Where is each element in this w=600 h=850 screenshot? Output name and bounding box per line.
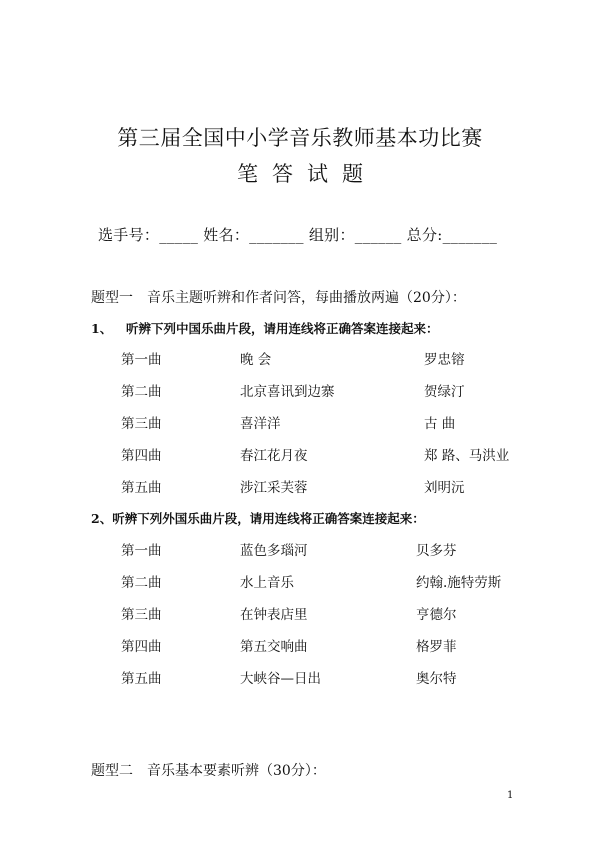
q1-track-4: 第四曲 xyxy=(121,448,162,464)
q1-track-2: 第二曲 xyxy=(121,384,162,400)
q2-composer-3[interactable]: 亨德尔 xyxy=(416,607,457,623)
q2-composer-1[interactable]: 贝多芬 xyxy=(416,543,457,559)
name-field[interactable]: 姓名：_______ xyxy=(203,226,304,244)
question-1-text: 听辨下列中国乐曲片段，请用连线将正确答案连接起来： xyxy=(126,321,439,336)
q2-track-5: 第五曲 xyxy=(121,671,162,687)
q1-title-2[interactable]: 北京喜讯到边寨 xyxy=(240,384,335,400)
question-2-number: 2、 xyxy=(91,511,113,526)
question-2-text: 听辨下列外国乐曲片段，请用连线将正确答案连接起来： xyxy=(112,511,425,526)
q2-composer-4[interactable]: 格罗菲 xyxy=(416,639,457,655)
question-1-number: 1、 xyxy=(91,321,113,336)
group-field[interactable]: 组别：______ xyxy=(308,226,402,244)
q1-composer-3[interactable]: 古 曲 xyxy=(424,416,456,432)
q2-title-4[interactable]: 第五交响曲 xyxy=(240,639,308,655)
q2-track-4: 第四曲 xyxy=(121,639,162,655)
q2-track-1: 第一曲 xyxy=(121,543,162,559)
page-number: 1 xyxy=(507,790,514,801)
q2-title-2[interactable]: 水上音乐 xyxy=(240,575,294,591)
q1-composer-4[interactable]: 郑 路、马洪业 xyxy=(424,448,510,464)
q1-track-3: 第三曲 xyxy=(121,416,162,432)
q2-title-3[interactable]: 在钟表店里 xyxy=(240,607,308,623)
page-subtitle: 笔答试题 xyxy=(237,162,377,186)
q2-title-1[interactable]: 蓝色多瑙河 xyxy=(240,543,308,559)
q2-composer-5[interactable]: 奥尔特 xyxy=(416,671,457,687)
question-2-instruction xyxy=(91,509,425,527)
q1-composer-1[interactable]: 罗忠镕 xyxy=(424,352,465,368)
question-1-instruction xyxy=(91,319,439,337)
total-score-field[interactable]: 总分:_______ xyxy=(406,226,498,244)
q1-composer-2[interactable]: 贺绿汀 xyxy=(424,384,465,400)
q2-composer-2[interactable]: 约翰.施特劳斯 xyxy=(416,575,502,591)
q1-track-1: 第一曲 xyxy=(121,352,162,368)
q2-title-5[interactable]: 大峡谷—日出 xyxy=(240,671,321,687)
section-2-heading: 题型二 音乐基本要素听辨（30分）： xyxy=(91,763,326,779)
q2-track-3: 第三曲 xyxy=(121,607,162,623)
contestant-number-field[interactable]: 选手号：_____ xyxy=(98,226,199,244)
q1-title-3[interactable]: 喜洋洋 xyxy=(240,416,281,432)
page-title: 第三届全国中小学音乐教师基本功比赛 xyxy=(117,126,483,150)
q1-title-4[interactable]: 春江花月夜 xyxy=(240,448,308,464)
section-1-heading: 题型一 音乐主题听辨和作者问答，每曲播放两遍（20分）： xyxy=(91,290,466,306)
q1-track-5: 第五曲 xyxy=(121,480,162,496)
contestant-info-line xyxy=(98,224,497,245)
q1-title-5[interactable]: 涉江采芙蓉 xyxy=(240,480,308,496)
q1-composer-5[interactable]: 刘明沅 xyxy=(424,480,465,496)
q1-title-1[interactable]: 晚 会 xyxy=(240,352,272,368)
q2-track-2: 第二曲 xyxy=(121,575,162,591)
